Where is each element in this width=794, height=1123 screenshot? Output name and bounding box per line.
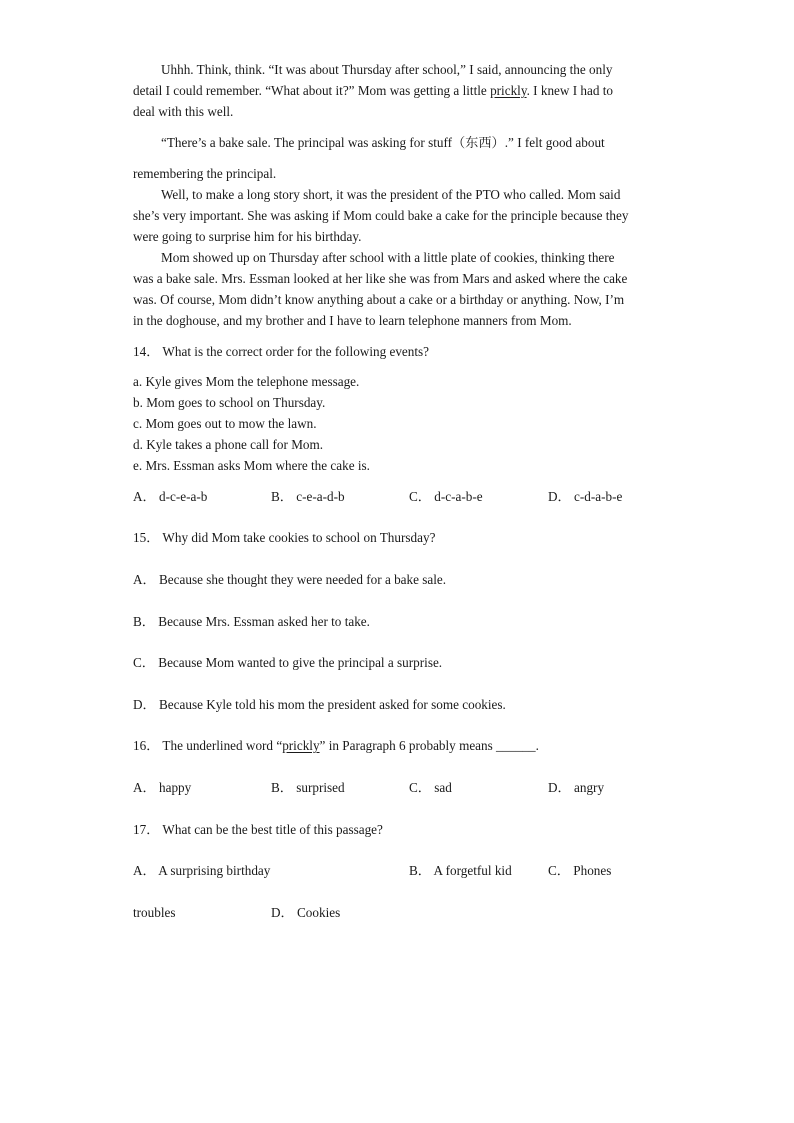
- passage-line: in the doghouse, and my brother and I have to learn telephone manners from Mom.: [133, 313, 572, 328]
- q14-option-a: A． d-c-e-a-b: [133, 489, 208, 504]
- q15-option-d: D． Because Kyle told his mom the president asked for some cookies.: [133, 697, 506, 712]
- underlined-word: prickly: [490, 83, 527, 98]
- passage-line: was. Of course, Mom didn’t know anything about a cake or a birthday or anything. Now, I’m: [133, 292, 625, 307]
- q14-option-d: D． c-d-a-b-e: [548, 489, 623, 504]
- q15-option-c: C． Because Mom wanted to give the principal a surprise.: [133, 655, 443, 670]
- text-span: 16． The underlined word “: [133, 738, 283, 753]
- event-item: b. Mom goes to school on Thursday.: [133, 395, 326, 410]
- q14-option-c: C． d-c-a-b-e: [409, 489, 483, 504]
- q17-option-c: C． Phones: [548, 863, 612, 878]
- passage-line: “There’s a bake sale. The principal was asking for stuff（东西）.” I felt good about: [161, 135, 605, 150]
- question-17-stem: 17． What can be the best title of this passage?: [133, 822, 383, 837]
- question-15-stem: 15． Why did Mom take cookies to school on Thursday?: [133, 530, 436, 545]
- q15-option-a: A． Because she thought they were needed for a bake sale.: [133, 572, 447, 587]
- event-item: c. Mom goes out to mow the lawn.: [133, 416, 317, 431]
- underlined-word: prickly: [282, 738, 320, 753]
- passage-line: she’s very important. She was asking if Mom could bake a cake for the principle because they: [133, 208, 629, 223]
- q15-option-b: B． Because Mrs. Essman asked her to take.: [133, 614, 370, 629]
- text-span: detail I could remember. “What about it?” Mom was getting a little: [133, 83, 491, 98]
- text-span: . I knew I had to: [526, 83, 613, 98]
- event-item: e. Mrs. Essman asks Mom where the cake is.: [133, 458, 370, 473]
- passage-line: was a bake sale. Mrs. Essman looked at her like she was from Mars and asked where the cake: [133, 271, 628, 286]
- event-item: a. Kyle gives Mom the telephone message.: [133, 374, 360, 389]
- passage-line: Well, to make a long story short, it was the president of the PTO who called. Mom said: [161, 187, 621, 202]
- passage-line: were going to surprise him for his birthday.: [133, 229, 362, 244]
- q17-option-d: D． Cookies: [271, 905, 341, 920]
- passage-line: [133, 83, 613, 99]
- event-item: d. Kyle takes a phone call for Mom.: [133, 437, 324, 452]
- passage-line: deal with this well.: [133, 104, 234, 119]
- q16-option-c: C． sad: [409, 780, 452, 795]
- text-span: ” in Paragraph 6 probably means ______.: [319, 738, 539, 753]
- q17-option-a: A． A surprising birthday: [133, 863, 271, 878]
- passage-line: Uhhh. Think, think. “It was about Thursday after school,” I said, announcing the only: [161, 62, 613, 77]
- q14-option-b: B． c-e-a-d-b: [271, 489, 345, 504]
- q16-option-b: B． surprised: [271, 780, 345, 795]
- passage-line: Mom showed up on Thursday after school with a little plate of cookies, thinking there: [161, 250, 615, 265]
- q17-option-b: B． A forgetful kid: [409, 863, 512, 878]
- passage-line: remembering the principal.: [133, 166, 277, 181]
- q16-option-d: D． angry: [548, 780, 605, 795]
- question-14-stem: 14． What is the correct order for the following events?: [133, 344, 430, 359]
- q17-option-c-continued: troubles: [133, 905, 176, 920]
- q16-option-a: A． happy: [133, 780, 192, 795]
- question-16-stem: [133, 738, 539, 754]
